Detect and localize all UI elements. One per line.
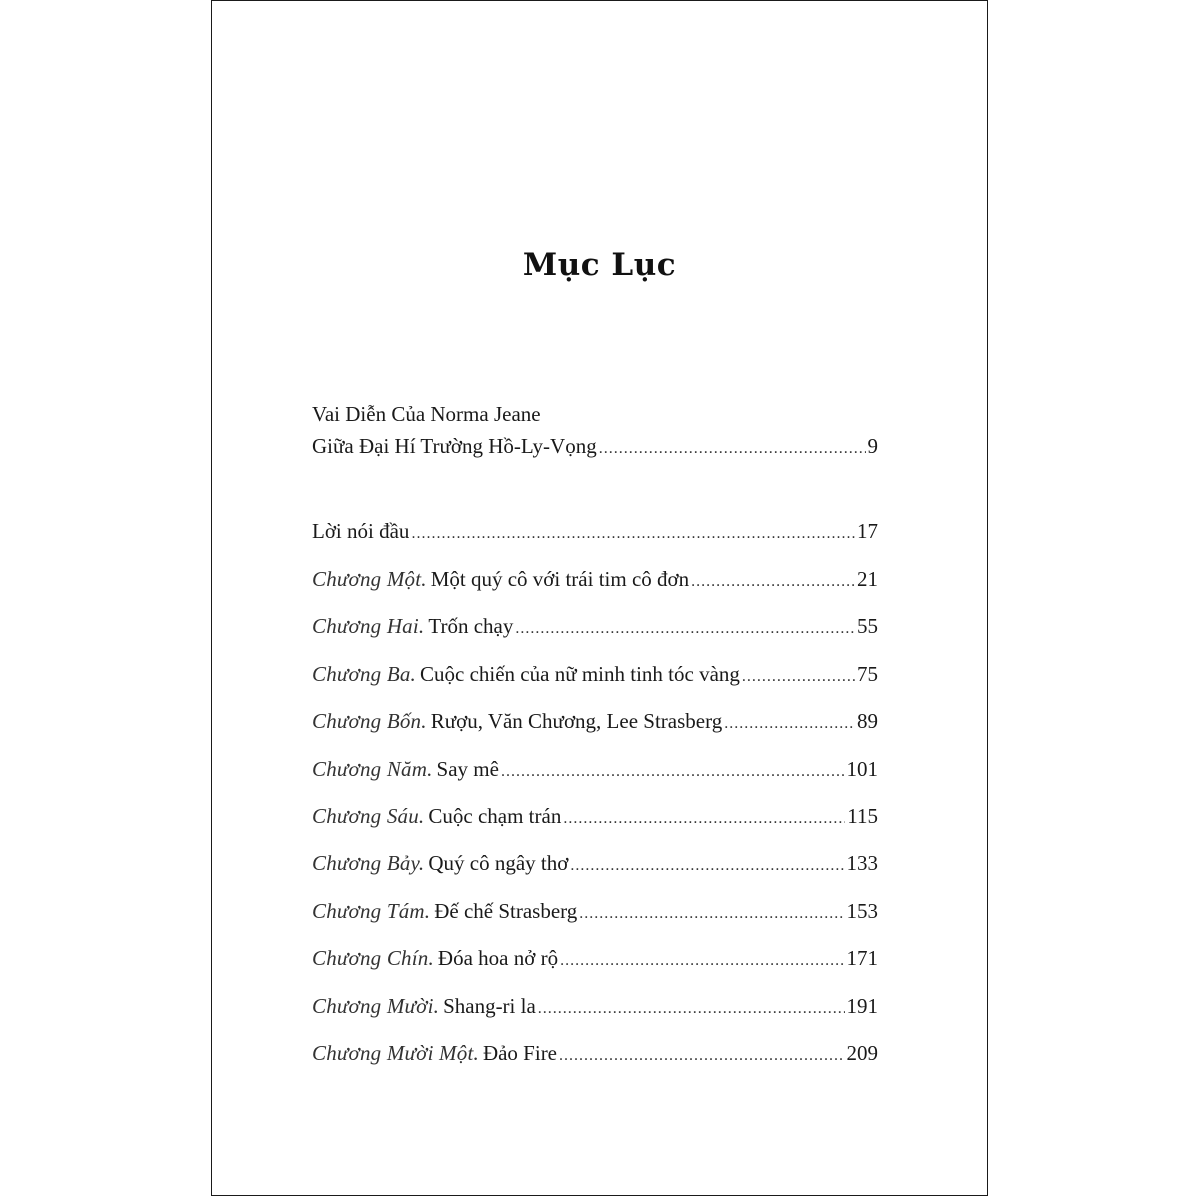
toc-entry-chapter-2 <box>312 613 878 642</box>
leader-dots <box>724 711 855 737</box>
preface-title-line1 <box>312 401 878 427</box>
entry-title: Một quý cô với trái tim cô đơn <box>430 567 690 591</box>
page-number: 133 <box>846 851 878 875</box>
page-number: 153 <box>846 899 878 923</box>
leader-dots <box>515 616 855 642</box>
preface-title-second: Giữa Đại Hí Trường Hồ-Ly-Vọng <box>312 434 597 458</box>
leader-dots <box>411 521 855 547</box>
chapter-label: Chương Sáu. <box>312 804 425 828</box>
toc-entry-chapter-5 <box>312 756 878 785</box>
entry-title: Shang-ri la <box>443 994 536 1018</box>
page-number: 75 <box>857 662 878 686</box>
page-number: 115 <box>847 804 878 828</box>
entry-title: Đóa hoa nở rộ <box>437 946 559 970</box>
leader-dots <box>559 1043 844 1069</box>
page-number: 9 <box>867 434 878 458</box>
entry-title: Say mê <box>436 757 499 781</box>
toc-entry-chapter-10 <box>312 993 878 1022</box>
leader-dots <box>501 759 845 785</box>
chapter-label: Chương Ba. <box>312 662 416 686</box>
chapter-label: Chương Bảy. <box>312 851 425 875</box>
toc-entry-chapter-3 <box>312 661 878 690</box>
entry-title: Đế chế Strasberg <box>434 899 578 923</box>
entry-title: Lời nói đầu <box>312 519 410 543</box>
entry-title: Rượu, Văn Chương, Lee Strasberg <box>430 709 723 733</box>
chapter-label: Chương Mười. <box>312 994 440 1018</box>
page-number: 55 <box>857 614 878 638</box>
leader-dots <box>579 901 844 927</box>
leader-dots <box>599 436 866 462</box>
leader-dots <box>570 853 844 879</box>
leader-dots <box>691 569 855 595</box>
page-number: 17 <box>857 519 878 543</box>
page-number: 21 <box>857 567 878 591</box>
page-title: Mục Lục <box>522 247 677 283</box>
leader-dots <box>742 664 855 690</box>
chapter-label: Chương Tám. <box>312 899 431 923</box>
page-number: 171 <box>846 946 878 970</box>
toc-entry-chapter-6 <box>312 803 878 832</box>
toc-entry-foreword <box>312 518 878 547</box>
toc-entry-chapter-8 <box>312 898 878 927</box>
chapter-label: Chương Một. <box>312 567 427 591</box>
page-number: 209 <box>846 1041 878 1065</box>
chapter-label: Chương Mười Một. <box>312 1041 479 1065</box>
toc-entry-chapter-1 <box>312 566 878 595</box>
entry-title: Trốn chạy <box>428 614 514 638</box>
chapter-label: Chương Năm. <box>312 757 433 781</box>
chapter-label: Chương Chín. <box>312 946 434 970</box>
entry-title: Cuộc chiến của nữ minh tinh tóc vàng <box>420 662 740 686</box>
entry-title: Quý cô ngây thơ <box>428 851 569 875</box>
page-number: 89 <box>857 709 878 733</box>
toc-entry-chapter-11 <box>312 1040 878 1069</box>
entry-title: Đảo Fire <box>482 1041 558 1065</box>
page-number: 191 <box>846 994 878 1018</box>
book-page <box>211 0 988 1196</box>
leader-dots <box>563 806 845 832</box>
toc-entry-chapter-4 <box>312 708 878 737</box>
entry-title: Cuộc chạm trán <box>428 804 562 828</box>
leader-dots <box>538 996 845 1022</box>
preface-title-first: Vai Diễn Của Norma Jeane <box>312 402 541 426</box>
page-number: 101 <box>846 757 878 781</box>
toc-entry-chapter-9 <box>312 945 878 974</box>
chapter-label: Chương Hai. <box>312 614 425 638</box>
chapter-label: Chương Bốn. <box>312 709 427 733</box>
toc-entry-preface <box>312 433 878 462</box>
toc-entry-chapter-7 <box>312 850 878 879</box>
leader-dots <box>560 948 844 974</box>
